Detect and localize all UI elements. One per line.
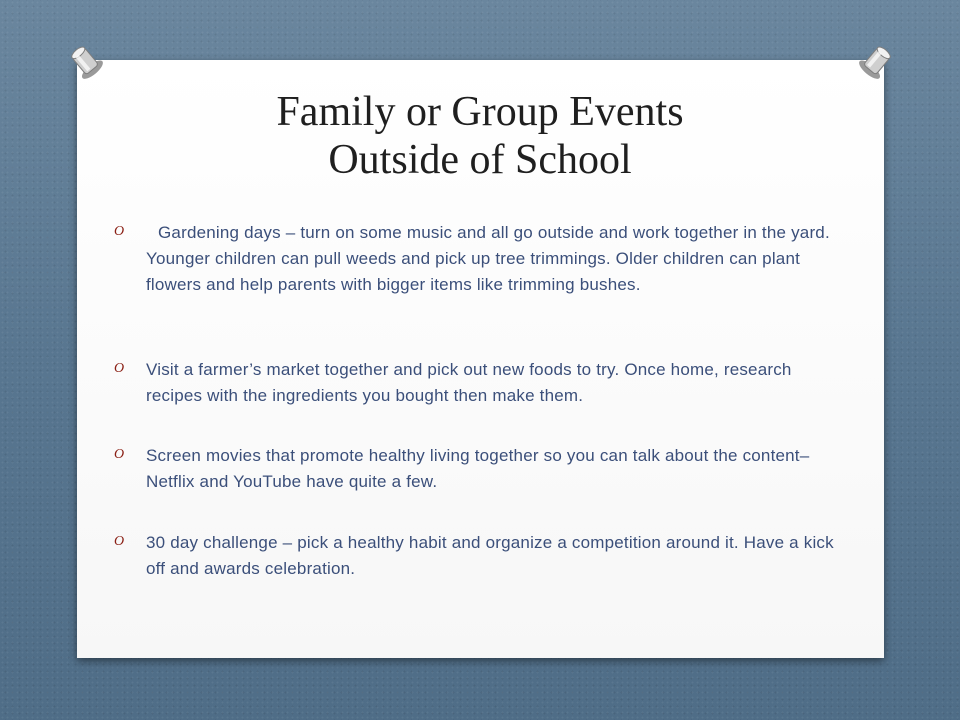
bullet-marker-icon: O <box>114 534 125 549</box>
bullet-text: Visit a farmer’s market together and pick out new foods to try. Once home, research recipes with the ingredients you bought then make them. <box>146 360 792 405</box>
bullet-marker-icon: O <box>114 447 125 462</box>
bullet-item <box>114 443 834 495</box>
bullet-item <box>114 220 834 298</box>
title-line-2: Outside of School <box>328 137 632 183</box>
bullet-text: Gardening days – turn on some music and all go outside and work together in the yard. Younger children can pull weeds and pick up tree trimmings. Older children can plant flowers and help parents with bigger items like trimming bushes. <box>146 223 830 294</box>
bullet-text: 30 day challenge – pick a healthy habit and organize a competition around it. Have a kick off and awards celebration. <box>146 533 834 578</box>
thumbtack-icon <box>854 40 898 84</box>
bullet-item <box>114 357 834 409</box>
bullet-marker-icon: O <box>114 361 125 376</box>
thumbtack-icon <box>64 40 108 84</box>
bullet-marker-icon: O <box>114 224 125 239</box>
bullet-item <box>114 530 834 582</box>
slide-title <box>80 88 880 184</box>
bullet-text: Screen movies that promote healthy living together so you can talk about the content– Netflix and YouTube have quite a few. <box>146 446 810 491</box>
title-line-1: Family or Group Events <box>276 89 684 135</box>
